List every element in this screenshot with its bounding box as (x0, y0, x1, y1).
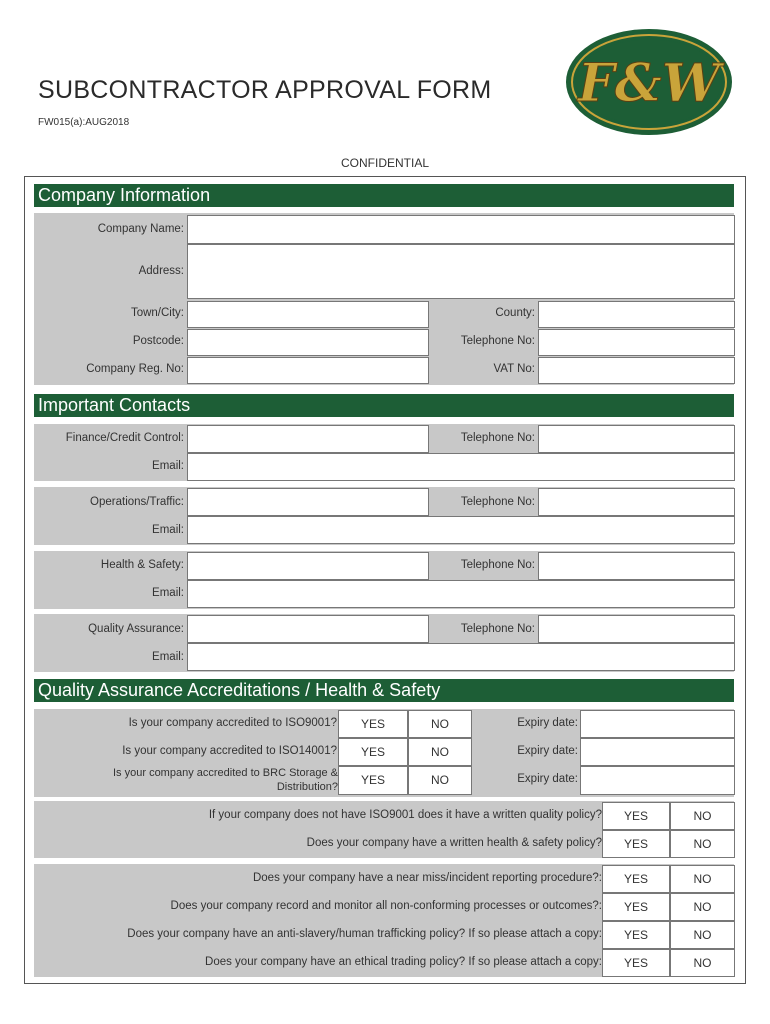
quality-policy-no[interactable]: NO (670, 802, 735, 830)
iso9001-expiry-input[interactable] (580, 710, 735, 738)
iso14001-expiry-input[interactable] (580, 738, 735, 766)
incident-question: Does your company have a near miss/incident reporting procedure?: (252, 872, 602, 884)
finance-telephone-label: Telephone No: (460, 432, 535, 444)
iso14001-question: Is your company accredited to ISO14001? (122, 745, 337, 757)
quality-label: Quality Assurance: (88, 623, 184, 635)
health-safety-telephone-input[interactable] (538, 552, 735, 580)
postcode-input[interactable] (187, 329, 429, 356)
hs-policy-yes[interactable]: YES (602, 830, 670, 858)
finance-email-input[interactable] (187, 453, 735, 481)
iso9001-expiry-label: Expiry date: (517, 717, 578, 729)
county-input[interactable] (538, 301, 735, 328)
company-name-input[interactable] (187, 215, 735, 244)
iso9001-question: Is your company accredited to ISO9001? (128, 717, 337, 729)
company-reg-label: Company Reg. No: (86, 363, 184, 375)
quality-telephone-input[interactable] (538, 615, 735, 643)
nonconforming-yes[interactable]: YES (602, 893, 670, 921)
company-info-heading: Company Information (34, 184, 734, 207)
quality-policy-yes[interactable]: YES (602, 802, 670, 830)
form-code: FW015(a):AUG2018 (38, 117, 130, 128)
brc-yes[interactable]: YES (338, 766, 408, 795)
operations-telephone-input[interactable] (538, 488, 735, 516)
hs-policy-no[interactable]: NO (670, 830, 735, 858)
iso14001-expiry-label: Expiry date: (517, 745, 578, 757)
quality-input[interactable] (187, 615, 429, 643)
operations-email-label: Email: (152, 524, 184, 536)
confidential-label: CONFIDENTIAL (340, 156, 429, 170)
address-label: Address: (138, 265, 184, 277)
operations-input[interactable] (187, 488, 429, 516)
iso9001-yes[interactable]: YES (338, 710, 408, 738)
quality-email-label: Email: (152, 651, 184, 663)
anti-slavery-yes[interactable]: YES (602, 921, 670, 949)
quality-email-input[interactable] (187, 643, 735, 671)
health-safety-label: Health & Safety: (100, 559, 184, 571)
health-safety-email-input[interactable] (187, 580, 735, 608)
town-label: Town/City: (130, 307, 184, 319)
company-reg-input[interactable] (187, 357, 429, 384)
nonconforming-question: Does your company record and monitor all non-conforming processes or outcomes?: (170, 900, 602, 912)
operations-telephone-label: Telephone No: (460, 496, 535, 508)
quality-telephone-label: Telephone No: (460, 623, 535, 635)
iso14001-yes[interactable]: YES (338, 738, 408, 766)
operations-label: Operations/Traffic: (90, 496, 184, 508)
iso9001-no[interactable]: NO (408, 710, 472, 738)
company-telephone-label: Telephone No: (460, 335, 535, 347)
fw-logo-icon (564, 27, 734, 137)
brc-no[interactable]: NO (408, 766, 472, 795)
anti-slavery-no[interactable]: NO (670, 921, 735, 949)
postcode-label: Postcode: (132, 335, 184, 347)
hs-policy-question: Does your company have a written health & safety policy? (306, 837, 602, 849)
finance-input[interactable] (187, 425, 429, 453)
finance-email-label: Email: (152, 460, 184, 472)
brc-expiry-label: Expiry date: (517, 773, 578, 785)
health-safety-telephone-label: Telephone No: (460, 559, 535, 571)
nonconforming-no[interactable]: NO (670, 893, 735, 921)
contacts-heading: Important Contacts (34, 394, 734, 417)
finance-label: Finance/Credit Control: (65, 432, 184, 444)
health-safety-email-label: Email: (152, 587, 184, 599)
qa-heading: Quality Assurance Accreditations / Health & Safety (34, 679, 734, 702)
anti-slavery-question: Does your company have an anti-slavery/human trafficking policy? If so please attach a copy: (127, 928, 602, 940)
ethical-trading-no[interactable]: NO (670, 949, 735, 977)
vat-label: VAT No: (493, 363, 535, 375)
quality-policy-question: If your company does not have ISO9001 does it have a written quality policy? (208, 809, 602, 821)
finance-telephone-input[interactable] (538, 425, 735, 453)
address-input[interactable] (187, 244, 735, 299)
page-title: SUBCONTRACTOR APPROVAL FORM (38, 76, 492, 104)
ethical-trading-yes[interactable]: YES (602, 949, 670, 977)
incident-no[interactable]: NO (670, 865, 735, 893)
incident-yes[interactable]: YES (602, 865, 670, 893)
brc-expiry-input[interactable] (580, 766, 735, 795)
brc-question: Is your company accredited to BRC Storage & Distribution? (113, 767, 338, 793)
county-label: County: (495, 307, 535, 319)
company-telephone-input[interactable] (538, 329, 735, 356)
svg-text:F&W: F&W (577, 53, 721, 114)
operations-email-input[interactable] (187, 516, 735, 544)
vat-input[interactable] (538, 357, 735, 384)
town-input[interactable] (187, 301, 429, 328)
iso14001-no[interactable]: NO (408, 738, 472, 766)
health-safety-input[interactable] (187, 552, 429, 580)
company-name-label: Company Name: (97, 223, 184, 235)
ethical-trading-question: Does your company have an ethical trading policy? If so please attach a copy: (205, 956, 602, 968)
